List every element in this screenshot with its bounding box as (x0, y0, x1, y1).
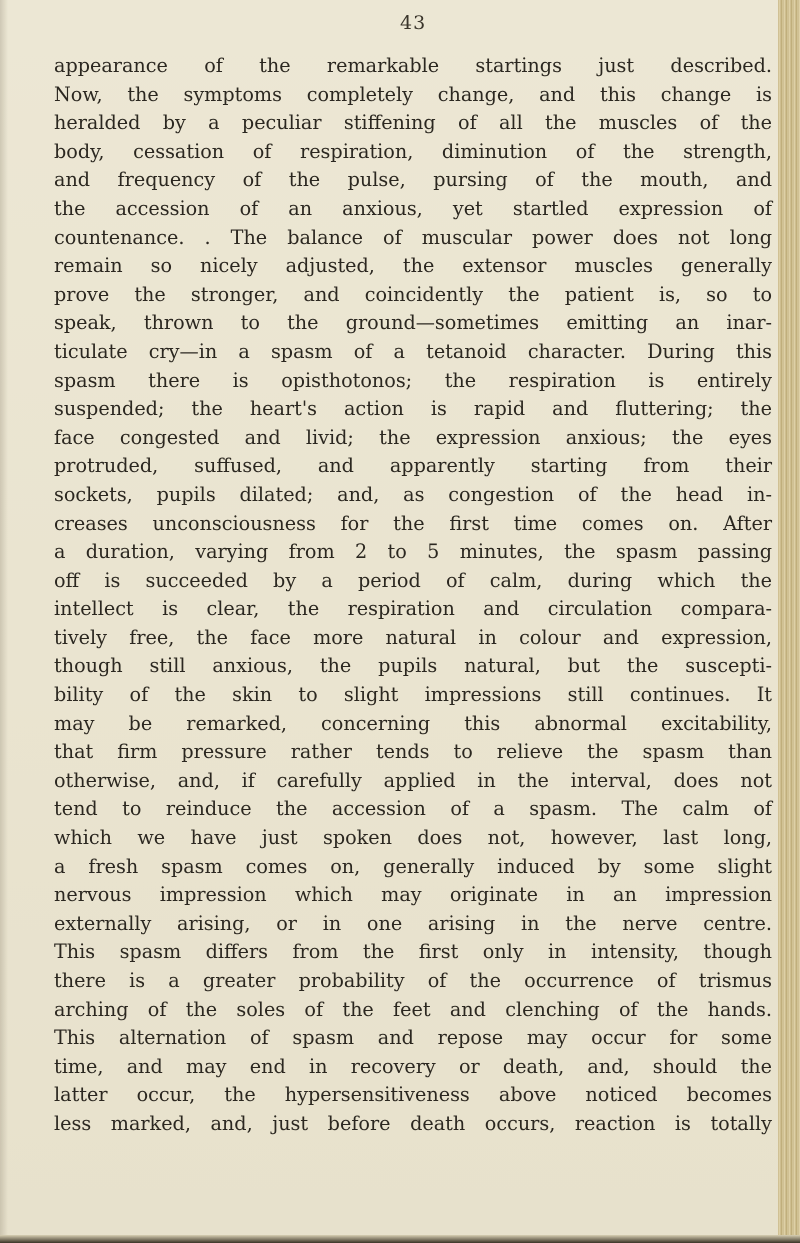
body-text (54, 52, 772, 1139)
text-line: prove the stronger, and coincidently the patient is, so to (54, 282, 772, 306)
text-line: which we have just spoken does not, however, last long, (54, 826, 772, 850)
text-line: bility of the skin to slight impressions still continues. It (54, 683, 772, 707)
text-line: latter occur, the hypersensitiveness above noticed becomes (54, 1083, 772, 1107)
text-line: otherwise, and, if carefully applied in the interval, does not (54, 768, 772, 792)
text-line: off is succeeded by a period of calm, during which the (54, 568, 772, 592)
text-line: nervous impression which may originate in an impression (54, 883, 772, 907)
page-number: 43 (400, 12, 427, 34)
text-line: a fresh spasm comes on, generally induced by some slight (54, 854, 772, 878)
text-line: body, cessation of respiration, diminution of the strength, (54, 139, 772, 163)
text-line: protruded, suffused, and apparently starting from their (54, 454, 772, 478)
text-line: and frequency of the pulse, pursing of the mouth, and (54, 168, 772, 192)
text-line: suspended; the heart's action is rapid and fluttering; the (54, 397, 772, 421)
text-line: the accession of an anxious, yet startled expression of (54, 196, 772, 220)
text-line: appearance of the remarkable startings just described. (54, 54, 772, 77)
text-line: remain so nicely adjusted, the extensor muscles generally (54, 254, 772, 278)
text-line: a duration, varying from 2 to 5 minutes, the spasm passing (54, 540, 772, 564)
text-line: that firm pressure rather tends to relieve the spasm than (54, 740, 772, 764)
text-line: tively free, the face more natural in colour and expression, (54, 625, 772, 649)
text-line: though still anxious, the pupils natural, but the suscepti- (54, 654, 772, 678)
book-spine-edge (778, 0, 800, 1243)
text-line: This spasm differs from the first only in intensity, though (54, 940, 772, 964)
text-line: tend to reinduce the accession of a spasm. The calm of (54, 797, 772, 821)
text-line: may be remarked, concerning this abnormal excitability, (54, 711, 772, 735)
text-line: heralded by a peculiar stiffening of all the muscles of the (54, 111, 772, 135)
page-bottom-edge (0, 1235, 800, 1243)
text-line: creases unconsciousness for the first time comes on. After (54, 511, 772, 535)
text-line: externally arising, or in one arising in the nerve centre. (54, 911, 772, 935)
text-line: face congested and livid; the expression anxious; the eyes (54, 425, 772, 449)
text-line: time, and may end in recovery or death, and, should the (54, 1054, 772, 1078)
text-line: less marked, and, just before death occurs, reaction is totally (54, 1111, 772, 1135)
text-line: arching of the soles of the feet and clenching of the hands. (54, 997, 772, 1021)
page-edge-shadow (0, 0, 8, 1243)
text-line: spasm there is opisthotonos; the respiration is entirely (54, 368, 772, 392)
text-line: Now, the symptoms completely change, and this change is (54, 82, 772, 106)
text-line: ticulate cry—in a spasm of a tetanoid character. During this (54, 339, 772, 363)
text-line: This alternation of spasm and repose may occur for some (54, 1026, 772, 1050)
text-line: intellect is clear, the respiration and circulation compara- (54, 597, 772, 621)
text-line: sockets, pupils dilated; and, as congestion of the head in- (54, 482, 772, 506)
text-line: countenance. . The balance of muscular power does not long (54, 225, 772, 249)
text-line: there is a greater probability of the occurrence of trismus (54, 969, 772, 992)
text-line: speak, thrown to the ground—sometimes emitting an inar- (54, 311, 772, 335)
